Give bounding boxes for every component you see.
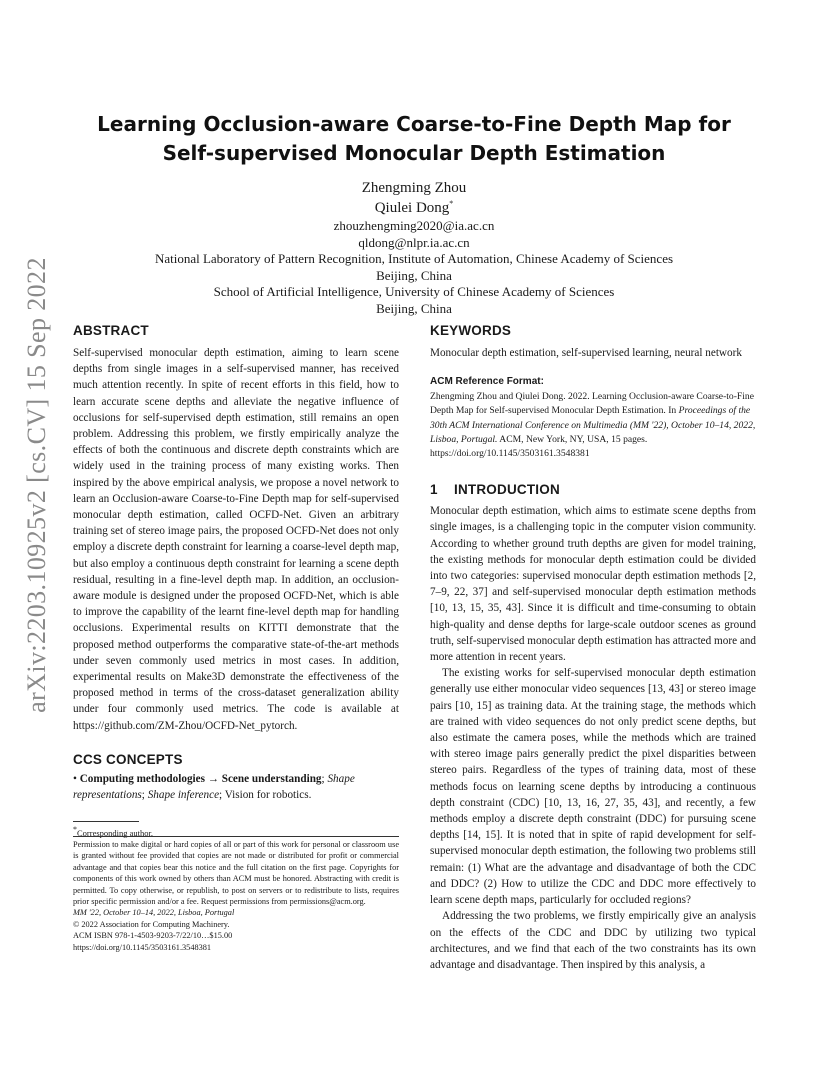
ccs-tail: ; Vision for robotics. <box>219 789 312 802</box>
section-title: INTRODUCTION <box>454 482 560 498</box>
keywords-heading: KEYWORDS <box>430 323 512 338</box>
acm-reference-heading: ACM Reference Format: <box>430 376 544 388</box>
intro-paragraph-2: The existing works for self-supervised monocular depth estimation generally use either monocular video sequences [13, 43] or stereo image pairs [10, 15] as training data. At the training stage, the methods which are trained with video sequences do not only predict scene depths, but also estimate the camera poses, while the methods which are trained with stereo image pairs generally predict the pixel disparities between stereo pairs. Regardless of the types of training data, most of these methods focus on learning scene depths by introducing a continuous depth constraint (CDC) [10, 13, 16, 27, 35, 43], and recently, a few methods employ a discrete depth constraint (DDC) for pursuing scene depths [14, 15]. It is noted that in spite of rapid development for self-supervised monocular depth estimation, the following two problems still remain: (1) What are the advantage and disadvantage of both the CDC and DDC? (2) How to utilize the CDC and DDC more effectively to learn scene depth maps, particularly for occluded regions? <box>430 667 756 907</box>
footnote-text: Corresponding author. <box>77 828 154 839</box>
location-1: Beijing, China <box>376 267 452 283</box>
intro-paragraph-1: Monocular depth estimation, which aims to estimate scene depths from single images, is a challenging topic in the computer vision community. According to whether ground truth depths are given for model training, the existing methods for monocular depth estimation could be divided into two categories: supervised monocular depth estimation methods [2, 7–9, 22, 37] and self-supervised monocular depth estimation methods [10, 13, 15, 35, 43]. Since it is difficult and time-consuming to obtain high-quality and dense depths for large-scale outdoor scenes as ground truth, self-supervised monocular depth estimation has attracted more and more attention in recent years. <box>430 505 756 664</box>
left-column <box>73 322 399 839</box>
title-line-1: Learning Occlusion-aware Coarse-to-Fine Depth Map for <box>97 112 731 136</box>
keywords-text: Monocular depth estimation, self-supervised learning, neural network <box>430 347 742 359</box>
ccs-concepts <box>73 771 399 803</box>
right-column <box>430 322 756 973</box>
ccs-separator: ; <box>321 772 328 785</box>
permission-venue: MM '22, October 10–14, 2022, Lisboa, Portugal <box>73 908 235 918</box>
ccs-shape-representations: Shape representations <box>73 772 355 802</box>
email-2: qldong@nlpr.ia.ac.cn <box>358 234 470 250</box>
affiliation-2: School of Artificial Intelligence, University of Chinese Academy of Sciences <box>213 284 615 300</box>
acm-ref-plain-1: Zhengming Zhou and Qiulei Dong. 2022. Learning Occlusion-aware Coarse-to-Fine Depth Map for Self-supervised Monocular Depth Estimation. In <box>430 391 754 417</box>
introduction-heading <box>430 481 756 499</box>
author-2-name: Qiulei Dong <box>374 200 450 216</box>
permission-block <box>73 839 399 953</box>
email-1: zhouzhengming2020@ia.ac.cn <box>333 218 495 233</box>
title-line-2: Self-supervised Monocular Depth Estimation <box>162 141 666 165</box>
acm-reference-text <box>430 390 756 461</box>
ccs-separator: ; <box>141 789 148 802</box>
footnote-rule <box>73 821 139 822</box>
footnote-mark: * <box>73 825 77 835</box>
ccs-bullet: • <box>73 772 77 785</box>
abstract-heading: ABSTRACT <box>73 323 149 338</box>
arxiv-identifier: arXiv:2203.10925v2 [cs.CV] 15 Sep 2022 <box>22 257 51 713</box>
ccs-shape-inference: Shape inference <box>147 789 220 802</box>
section-number: 1 <box>430 482 438 498</box>
ccs-heading: CCS CONCEPTS <box>73 751 183 767</box>
permission-copyright: © 2022 Association for Computing Machinery. <box>73 919 230 929</box>
author-block <box>60 178 768 318</box>
abstract-text: Self-supervised monocular depth estimation, aiming to learn scene depths from single images in a self-supervised manner, has received much attention recently. In spite of recent efforts in this field, how to learn accurate scene depths and alleviate the negative influence of occlusions for self-supervised depth estimation, still remains an open problem. Addressing this problem, we firstly empirically analyze the effects of both the continuous and discrete depth constraints which are widely used in the training process of many existing works. Then inspired by the above empirical analysis, we propose a novel network to learn an Occlusion-aware Coarse-to-Fine Depth map for self-supervised monocular depth estimation, called OCFD-Net. Given an arbitrary training set of stereo image pairs, the proposed OCFD-Net does not only employ a discrete depth constraint for learning a coarse-level depth map, but also employ a continuous depth constraint for learning a scene depth residual, resulting in a fine-level depth map. In addition, an occlusion-aware module is designed under the proposed OCFD-Net, which is able to improve the capability of the learnt fine-level depth map for handling occlusions. Experimental results on KITTI demonstrate that the proposed method outperforms the comparative state-of-the-art methods under seven commonly used metrics in most cases. In addition, experimental results on Make3D demonstrate the effectiveness of the proposed method in terms of the cross-dataset generalization ability under four commonly used metrics. The code is available at https://github.com/ZM-Zhou/OCFD-Net_pytorch. <box>73 347 399 732</box>
permission-rule <box>73 836 399 837</box>
author-1: Zhengming Zhou <box>361 180 467 196</box>
location-2: Beijing, China <box>376 300 452 316</box>
corresponding-mark: * <box>449 199 454 208</box>
permission-isbn: ACM ISBN 978-1-4503-9203-7/22/10…$15.00 <box>73 931 233 941</box>
affiliation-1: National Laboratory of Pattern Recognition, Institute of Automation, Chinese Academy of Sciences <box>154 251 674 267</box>
acm-ref-proceedings: Proceedings of the 30th ACM International Conference on Multimedia (MM '22), October 10–14, 2022, Lisboa, Portugal. <box>430 405 756 445</box>
permission-text: Permission to make digital or hard copies of all or part of this work for personal or classroom use is granted without fee provided that copies are not made or distributed for profit or commercial advantage and that copies bear this notice and the full citation on the first page. Copyrights for components of this work owned by others than ACM must be honored. Abstracting with credit is permitted. To copy otherwise, or republish, to post on servers or to redistribute to lists, requires prior specific permission and/or a fee. Request permissions from permissions@acm.org. <box>73 840 399 907</box>
permission-doi: https://doi.org/10.1145/3503161.3548381 <box>73 942 212 952</box>
intro-paragraph-3: Addressing the two problems, we firstly empirically give an analysis on the effects of the CDC and DDC by utilizing two typical architectures, and we find that each of the two constraints has its own advantage and disadvantage. Then inspired by this analysis, a <box>430 910 756 971</box>
paper-title <box>60 110 768 168</box>
ccs-primary: Computing methodologies → Scene understanding <box>79 772 322 785</box>
author-2 <box>60 198 768 218</box>
footnote <box>73 827 399 839</box>
acm-ref-plain-2: ACM, New York, NY, USA, 15 pages. https://doi.org/10.1145/3503161.3548381 <box>430 433 648 460</box>
